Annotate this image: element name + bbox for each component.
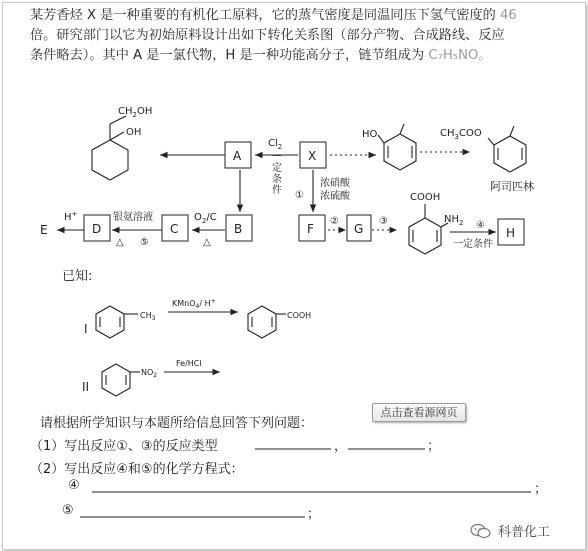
watermark [470,521,550,540]
roman-2: II [82,380,90,394]
box-f-label: F [307,222,314,236]
watermark-text: 科普化工 [498,525,551,540]
cresol-ho: HO [362,129,378,140]
question-1: （1）写出反应①、③的反应类型 [30,439,218,454]
step-4: ④ [476,220,485,231]
step-1: ① [295,190,304,201]
wechat-icon [470,523,492,539]
box-b-label: B [234,222,243,236]
cond-ding: 定 [272,163,282,174]
box-c-label: C [170,222,179,236]
nh2-label: $NH_2$ [444,214,464,227]
cooh-label: COOH [410,192,441,203]
delta-cd: △ [116,237,124,248]
h-plus: H+ [64,210,78,223]
oh-label: OH [126,127,142,138]
cond-yi: 一 [272,152,282,163]
ch3-label: $CH_3$ [140,311,156,322]
roman-1: I [84,322,88,336]
ch2oh-label: $CH_2OH$ [118,106,153,119]
box-x-label: X [308,149,317,163]
intro-line-2: 倍。研究部门以它为初始原料设计出如下转化关系图（部分产物、合成路线、反应 [30,28,505,43]
question-prompt: 请根据所学知识与本题所给信息回答下列问题： [40,416,314,431]
fe-hcl-label: Fe/HCl [176,359,202,368]
q2-label-4: ④ [68,478,80,493]
cresol-ring [384,134,416,170]
density-ratio: 46 [500,8,517,23]
kmno4-label: KMnO$_4$/ H+ [172,298,216,310]
cond-jian: 件 [272,185,282,196]
intro-line-1: 某芳香烃 X 是一种重要的有机化工原料，它的蒸气密度是同温同压下氢气密度的 46 [30,8,517,23]
intro-line-3: 条件略去）。其中 A 是一氯代物，H 是一种功能高分子，链节组成为 C₇H₅NO。 [30,48,492,63]
step-5: ⑤ [140,237,149,248]
question-2: （2）写出反应④和⑤的化学方程式： [30,462,244,477]
box-d-label: D [92,222,102,236]
sulfuric-acid: 浓硫酸 [320,191,350,202]
q2-end-5: ； [307,507,321,522]
product-e: E [40,223,48,237]
view-source-button[interactable]: 点击查看源网页 [372,403,466,422]
known-title: 已知: [62,269,93,284]
q2-label-5: ⑤ [62,503,74,518]
anthranilic-ring [409,218,441,254]
cl2-label: $Cl_2$ [268,138,283,151]
cyclohexane-ring [92,140,128,180]
nitric-acid: 浓硝酸 [320,178,350,189]
silver-ammonia: 银氨溶液 [113,212,153,223]
step-2: ② [330,216,339,227]
box-g-label: G [354,222,364,236]
box-a-label: A [233,149,242,163]
o2-cu: $O_2/C$ [194,212,217,225]
step-3: ③ [379,216,388,227]
box-h-label: H [506,226,516,240]
no2-label: $NO_2$ [141,368,158,379]
aspirin-label: 阿司匹林 [490,180,534,193]
benzoic-cooh: COOH [287,311,312,320]
cond-tiao: 条 [272,174,282,185]
delta-bc: △ [203,237,211,248]
q1-comma: ， [334,439,348,454]
cond-4: 一定条件 [453,239,493,250]
chain-formula: C₇H₅NO。 [428,48,492,63]
aspirin-ester: $CH_3COO$ [440,128,482,141]
q1-end: ； [427,439,441,454]
aspirin-ring [494,136,526,172]
q2-end-4: ； [534,482,548,497]
